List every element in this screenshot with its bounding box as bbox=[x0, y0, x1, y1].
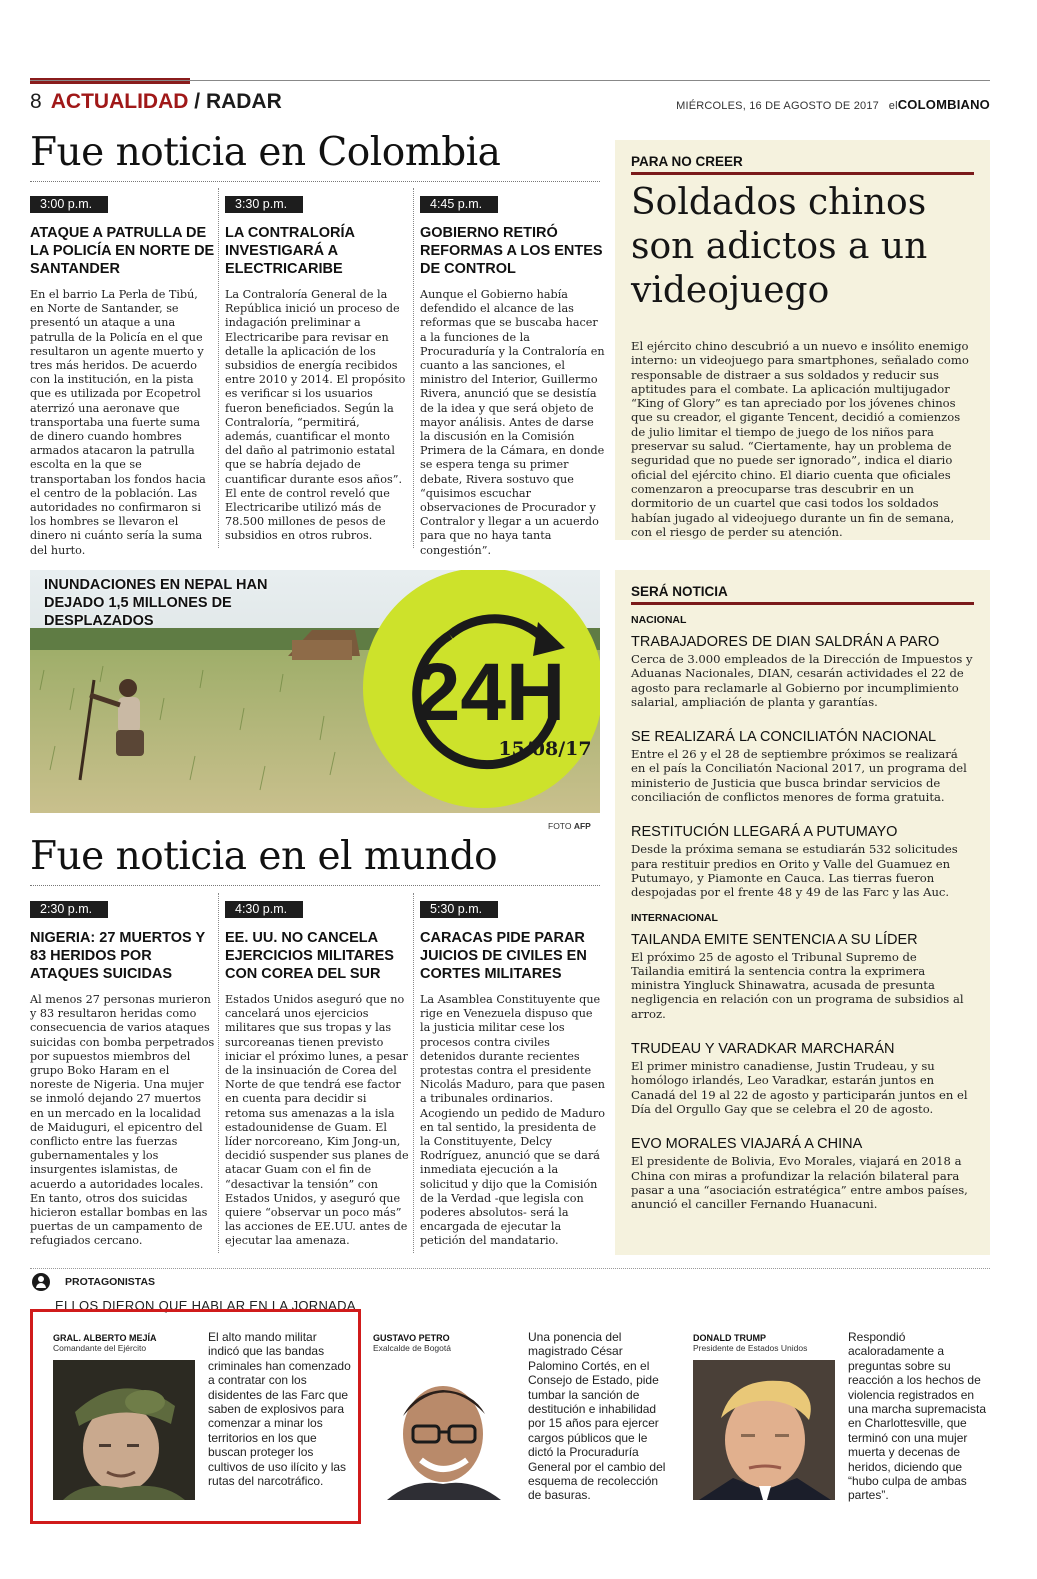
section-separator: / bbox=[194, 90, 201, 113]
profile-role: Presidente de Estados Unidos bbox=[693, 1343, 808, 1353]
article-time: 3:30 p.m. bbox=[225, 196, 303, 213]
profile-role: Comandante del Ejército bbox=[53, 1343, 147, 1353]
header-accent-rule bbox=[30, 78, 190, 84]
brand-name: COLOMBIANO bbox=[897, 97, 990, 112]
24h-badge bbox=[355, 570, 600, 813]
article-time: 3:00 p.m. bbox=[30, 196, 108, 213]
profile-role: Exalcalde de Bogotá bbox=[373, 1343, 451, 1353]
badge-date: 15/08/17 bbox=[498, 738, 592, 760]
mejia-portrait bbox=[53, 1360, 195, 1500]
article-body: La Contraloría General de la República inició un proceso de indagación preliminar a Electricaribe para revisar en detalle la aplicación de los subsidios de energía recibidos entre 2010 y 2014. El propósito es verificar si los usuarios fueron beneficiados. Según la Contraloría, “permitirá, además, cuantificar el monto del daño al patrimonio estatal que se habría dejado de cuantificar durante esos años”. El ente de control reveló que Electricaribe utilizó más de 78.500 millones de pesos de subsidios en otros rubros. bbox=[225, 288, 406, 543]
sera-noticia-body: El primer ministro canadiense, Justin Trudeau, y su homólogo irlandés, Leo Varadkar, estarán juntos en Canadá del 19 al 22 de agosto y participarán juntos en el Día del Orgullo Gay que se celebra el 20 de agosto. bbox=[631, 1059, 968, 1116]
sera-noticia-body: Entre el 26 y el 28 de septiembre próximos se realizará en el país la Conciliatón Nacional 2017, un programa del ministerio de Justicia que busca brindar servicios de conciliación de conflictos menores de forma gratuita. bbox=[631, 747, 967, 805]
profile-mejia bbox=[53, 1333, 203, 1353]
article-time: 4:30 p.m. bbox=[225, 901, 303, 918]
section-name: ACTUALIDAD bbox=[50, 90, 189, 113]
mundo-article-3 bbox=[420, 898, 605, 1249]
profile-quote: El alto mando militar indicó que las bandas criminales han comenzado a contratar con los disidentes de las Farc que saben de explosivos para comenzar a minar los territorios en los que buscan proteger los cultivos de uso ilícito y las rutas del narcotráfico. bbox=[208, 1330, 351, 1489]
credit-source: AFP bbox=[573, 821, 591, 831]
sera-noticia-headline: TAILANDA EMITE SENTENCIA A SU LÍDER bbox=[631, 931, 918, 948]
article-headline: GOBIERNO RETIRÓ REFORMAS A LOS ENTES DE CONTROL bbox=[420, 225, 603, 277]
sera-noticia-headline: EVO MORALES VIAJARÁ A CHINA bbox=[631, 1136, 863, 1153]
kicker-rule bbox=[631, 602, 974, 605]
mundo-divider bbox=[30, 885, 600, 886]
para-no-creer-title: Soldados chinos son adictos a un videojuego bbox=[631, 182, 928, 311]
mundo-title: Fue noticia en el mundo bbox=[30, 834, 498, 879]
profile-name: DONALD TRUMP bbox=[693, 1333, 766, 1343]
mundo-article-2 bbox=[225, 898, 410, 1249]
sera-noticia-box bbox=[615, 570, 990, 1255]
person-icon bbox=[32, 1273, 50, 1291]
colombia-article-3 bbox=[420, 193, 605, 558]
profile-quote: Una ponencia del magistrado César Palomino Cortés, en el Consejo de Estado, pide tumbar la sanción de destitución e inhabilidad por 15 años para ejercer cargos públicos que le dictó la Procuraduría General por el cambio del esquema de recolección de basuras. bbox=[528, 1330, 666, 1503]
colombia-title: Fue noticia en Colombia bbox=[30, 130, 501, 175]
sera-noticia-body: El presidente de Bolivia, Evo Morales, viajará en 2018 a China con miras a profundizar la relación bilateral para pasar a una “asociación estratégica” entre ambos países, anunció el canciller Fernando Huanacuni. bbox=[631, 1154, 968, 1212]
sera-noticia-body: Cerca de 3.000 empleados de la Dirección de Impuestos y Aduanas Nacionales, DIAN, cesarán actividades el 22 de agosto para reclamarle al Gobierno por incumplimiento salarial, ampliación de planta y garantías. bbox=[631, 652, 973, 709]
column-separator bbox=[413, 893, 414, 1253]
photo-caption: INUNDACIONES EN NEPAL HAN DEJADO 1,5 MILLONES DE DESPLAZADOS bbox=[44, 577, 268, 629]
article-body: En el barrio La Perla de Tibú, en Norte de Santander, se presentó un ataque a una patrulla de la Policía en el que resultaron un agente muerto y tres más heridos. De acuerdo con la institución, en la pista que es utilizada por Ecopetrol aterrizó una aeronave que transportaba una fuerte suma de dinero cuando hombres armados atacaron la patrulla escolta en la que se transportaban los fondos hacia el centro de la población. Las autoridades no confirmaron si los hombres se llevaron el dinero ni cuánto sería la suma del hurto. bbox=[30, 288, 206, 557]
badge-label: 24H bbox=[414, 647, 566, 738]
colombia-article-1 bbox=[30, 193, 215, 558]
profile-trump bbox=[693, 1333, 843, 1353]
para-no-creer-body: El ejército chino descubrió a un nuevo e insólito enemigo interno: un videojuego para smartphones, señalado como responsable de distraer a sus soldados y reducir sus aptitudes para el combate. La aplicación multijugador “King of Glory” es tan apreciado por los jóvenes chinos que su creador, el gigante Tencent, decidió a comienzos de julio limitar el tiempo de juego de los niños para preservar su salud. “Ciertamente, hay un problema de seguridad que no puede ser ignorado”, indica el diario oficial del ejército chino. El diario cuenta que oficiales comenzaron a preocuparse tras descubrir en un dormitorio de un cuartel que casi todos los soldados habían jugado al videojuego durante un fin de semana, con el riesgo de perder su atención. bbox=[631, 339, 969, 539]
sera-noticia-body: El próximo 25 de agosto el Tribunal Supremo de Tailandia emitirá la sentencia contra la exprimera ministra Yingluck Shinawatra, acusada de presunta negligencia en relación con un programa de subsidios al arroz. bbox=[631, 949, 964, 1021]
sera-noticia-headline: SE REALIZARÁ LA CONCILIATÓN NACIONAL bbox=[631, 729, 937, 746]
profile-quote: Respondió acaloradamente a preguntas sobre su reacción a los hechos de violencia registrados en una marcha supremacista en Charlottesville, que terminó con una mujer muerta y decenas de heridos, diciendo que “hubo culpa de ambas partes”. bbox=[848, 1330, 987, 1503]
photo-credit bbox=[548, 821, 591, 831]
mundo-article-1 bbox=[30, 898, 215, 1249]
article-time: 4:45 p.m. bbox=[420, 196, 498, 213]
sera-noticia-kicker: SERÁ NOTICIA bbox=[631, 584, 728, 599]
internacional-label: INTERNACIONAL bbox=[631, 911, 718, 924]
kicker-rule bbox=[631, 172, 974, 175]
colombia-article-2 bbox=[225, 193, 410, 544]
column-separator bbox=[218, 188, 219, 548]
protagonistas-subtitle: ELLOS DIERON QUE HABLAR EN LA JORNADA bbox=[55, 1298, 356, 1313]
sera-noticia-headline: TRABAJADORES DE DIAN SALDRÁN A PARO bbox=[631, 634, 940, 650]
issue-date: MIÉRCOLES, 16 DE AGOSTO DE 2017 bbox=[676, 100, 879, 112]
sera-noticia-headline: RESTITUCIÓN LLEGARÁ A PUTUMAYO bbox=[631, 824, 898, 841]
sera-noticia-body: Desde la próxima semana se estudiarán 532 solicitudes para restituir predios en Orito y Valle del Guamuez en Putumayo, y Piamonte en Cauca. Las tierras fueron despojadas por el frente 48 y 49 de las Farc y las Auc. bbox=[631, 842, 958, 900]
profile-name: GUSTAVO PETRO bbox=[373, 1333, 450, 1343]
trump-portrait bbox=[693, 1360, 835, 1500]
protagonistas-rule bbox=[30, 1268, 990, 1269]
column-separator bbox=[218, 893, 219, 1253]
article-time: 5:30 p.m. bbox=[420, 901, 498, 918]
petro-portrait bbox=[373, 1360, 515, 1500]
article-body: Aunque el Gobierno había defendido el alcance de las reformas que se buscaba hacer a la funciones de la Procuraduría y la Contraloría en cuanto a las sanciones, el ministro del Interior, Guillermo Rivera, anunció que se desistía de la idea y que será objeto de mayor análisis. Antes de darse la discusión en la Comisión Primera de la Cámara, en donde se espera tenga su primer debate, Rivera sostuvo que “quisimos escuchar observaciones de Procurador y Contralor y llegar a un acuerdo para que no haya tanta congestión”. bbox=[420, 288, 605, 557]
profile-name: GRAL. ALBERTO MEJÍA bbox=[53, 1333, 157, 1343]
brand-prefix: el bbox=[888, 100, 898, 112]
article-headline: CARACAS PIDE PARAR JUICIOS DE CIVILES EN CORTES MILITARES bbox=[420, 930, 587, 982]
header-meta bbox=[676, 97, 990, 112]
profile-petro bbox=[373, 1333, 523, 1353]
header-rule bbox=[30, 80, 990, 81]
nepal-flood-photo bbox=[30, 570, 600, 813]
nacional-label: NACIONAL bbox=[631, 614, 687, 626]
article-headline: EE. UU. NO CANCELA EJERCICIOS MILITARES CON COREA DEL SUR bbox=[225, 930, 394, 982]
article-headline: ATAQUE A PATRULLA DE LA POLICÍA EN NORTE DE SANTANDER bbox=[30, 225, 215, 277]
section-header bbox=[30, 90, 282, 114]
para-no-creer-kicker: PARA NO CREER bbox=[631, 154, 743, 169]
colombia-divider bbox=[30, 181, 600, 182]
page-number: 8 bbox=[30, 90, 42, 113]
article-body: Estados Unidos aseguró que no cancelará unos ejercicios militares que sus tropas y las surcoreanas tienen previsto iniciar el próximo lunes, a pesar de la insinuación de Corea del Norte de que tendrá ese factor en cuenta para decidir si retoma sus amenazas a la isla estadounidense de Guam. El líder norcoreano, Kim Jong-un, decidió suspender sus planes de atacar Guam con el fin de “desactivar la tensión” con Estados Unidos, y aseguró que quiere “observar un poco más” las acciones de EE.UU. antes de ejecutar laa amenaza. bbox=[225, 993, 409, 1248]
credit-label: FOTO bbox=[548, 821, 572, 831]
article-headline: NIGERIA: 27 MUERTOS Y 83 HERIDOS POR ATAQUES SUICIDAS bbox=[30, 930, 205, 982]
subsection-name: RADAR bbox=[205, 90, 282, 113]
column-separator bbox=[413, 188, 414, 548]
protagonistas-kicker: PROTAGONISTAS bbox=[65, 1276, 156, 1288]
article-body: Al menos 27 personas murieron y 83 resultaron heridas como consecuencia de varios ataques suicidas con bomba perpetrados por supuestos miembros del grupo Boko Haram en el noreste de Nigeria. Una mujer se inmoló dejando 27 muertos en un mercado en la localidad de Maiduguri, el epicentro del conflicto entre las fuerzas gubernamentales y los insurgentes islamistas, de acuerdo a autoridades locales. En tanto, otros dos suicidas hicieron estallar bombas en las puertas de un campamento de refugiados cercano. bbox=[30, 993, 215, 1248]
article-headline: LA CONTRALORÍA INVESTIGARÁ A ELECTRICARIBE bbox=[225, 225, 355, 277]
para-no-creer-box bbox=[615, 140, 990, 540]
article-time: 2:30 p.m. bbox=[30, 901, 108, 918]
sera-noticia-headline: TRUDEAU Y VARADKAR MARCHARÁN bbox=[631, 1041, 895, 1058]
article-body: La Asamblea Constituyente que rige en Venezuela dispuso que la justicia militar cese los procesos contra civiles detenidos durante recientes protestas contra el presidente Nicolás Maduro, para que pasen a tribunales ordinarios. Acogiendo un pedido de Maduro en tal sentido, la presidenta de la Constituyente, Delcy Rodríguez, anunció que se dará inmediata ejecución a la solicitud y dijo que la Comisión de la Verdad -que legisla con poderes absolutos- será la encargada de ejecutar la petición del mandatario. bbox=[420, 993, 605, 1248]
